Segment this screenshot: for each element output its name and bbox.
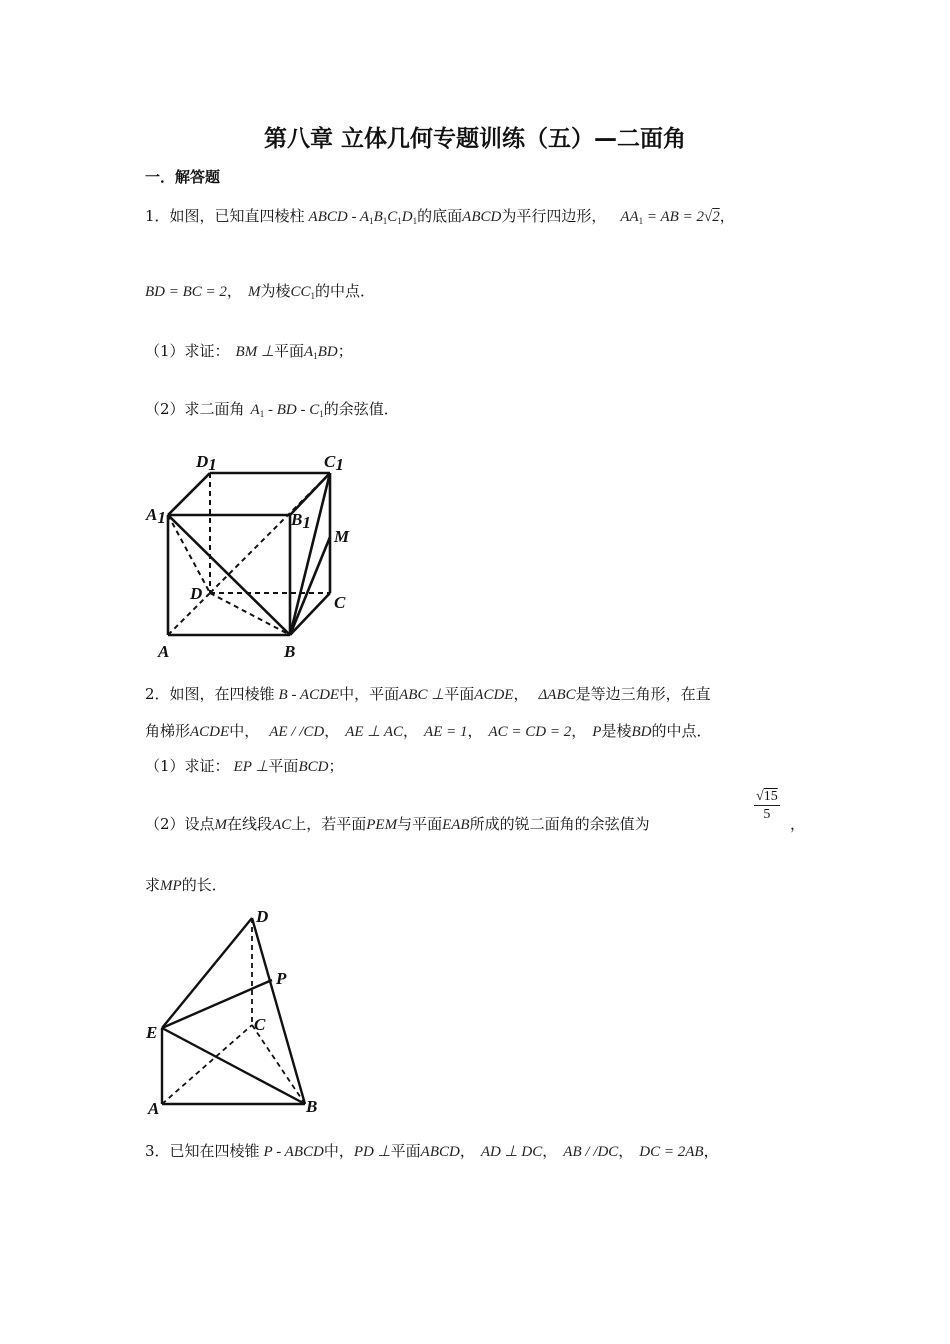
label-c: C <box>334 593 346 612</box>
problem-2-question-2-comma: ， <box>790 815 806 833</box>
problem-2-question-1: （1）求证： EP ⊥平面BCD； <box>145 757 344 775</box>
section-heading: 一．解答题 <box>145 168 221 186</box>
edge-a-c <box>162 1025 252 1104</box>
problem-1-line-1: 1．如图，已知直四棱柱 ABCD - $A_1B_1C_1D_1$的底面ABCD为平行四边形， $AA_1$ = AB = 2√2， <box>145 207 735 226</box>
page-title: 第八章 立体几何专题训练（五）—二面角 <box>263 126 686 152</box>
label-e: E <box>146 1023 158 1042</box>
edge-a-d <box>168 593 210 635</box>
label-a: A <box>158 642 170 661</box>
problem-3-line-1: 3．已知在四棱锥 P - ABCD中，PD ⊥平面ABCD， AD ⊥ DC， AB / /DC， DC = 2AB， <box>145 1142 719 1160</box>
pyramid-figure <box>140 900 340 1120</box>
edge-e-b <box>162 1028 305 1104</box>
label-m: M <box>334 527 350 546</box>
edge-d-b <box>210 593 290 635</box>
label-c1: C1 <box>324 452 344 474</box>
label-d: D <box>190 584 203 603</box>
label-a1: A1 <box>146 505 166 527</box>
prism-figure <box>140 445 370 665</box>
label-d: D <box>256 907 269 926</box>
label-d1: D1 <box>196 452 217 474</box>
problem-2-line-1: 2．如图，在四棱锥 B - ACDE中，平面ABC ⊥平面ACDE， ΔABC是等边三角形，在直 <box>145 685 711 703</box>
edge-a1-b <box>168 515 290 635</box>
problem-1-line-2: BD = BC = 2， M为棱$CC_1$的中点． <box>145 282 375 301</box>
label-p: P <box>276 969 287 988</box>
problem-2-line-2: 角梯形ACDE中， AE / /CD， AE ⊥ AC， AE = 1， AC = CD = 2， P是棱BD的中点． <box>145 722 712 740</box>
edge-c-b <box>252 1025 305 1104</box>
problem-2-question-2-cont: 求MP的长． <box>145 876 227 894</box>
problem-1-question-2: （2）求二面角 $A_1$ - BD - $C_1$的余弦值． <box>145 400 399 419</box>
edge-a1-d <box>168 515 210 593</box>
label-b: B <box>284 642 296 661</box>
label-b1: B1 <box>291 510 311 532</box>
label-c: C <box>254 1015 266 1034</box>
label-a: A <box>148 1099 160 1118</box>
label-b: B <box>306 1097 318 1116</box>
edge-e-d <box>162 918 252 1028</box>
problem-2-question-2: （2）设点M在线段AC上，若平面PEM与平面EAB所成的锐二面角的余弦值为 <box>145 815 650 833</box>
cosine-fraction: $\frac{√15}{5}$ <box>756 789 778 822</box>
edge-d-b <box>252 918 305 1104</box>
edge-a1-d1 <box>168 473 210 515</box>
problem-1-question-1: （1）求证： BM ⊥平面$A_1BD$； <box>145 342 353 361</box>
